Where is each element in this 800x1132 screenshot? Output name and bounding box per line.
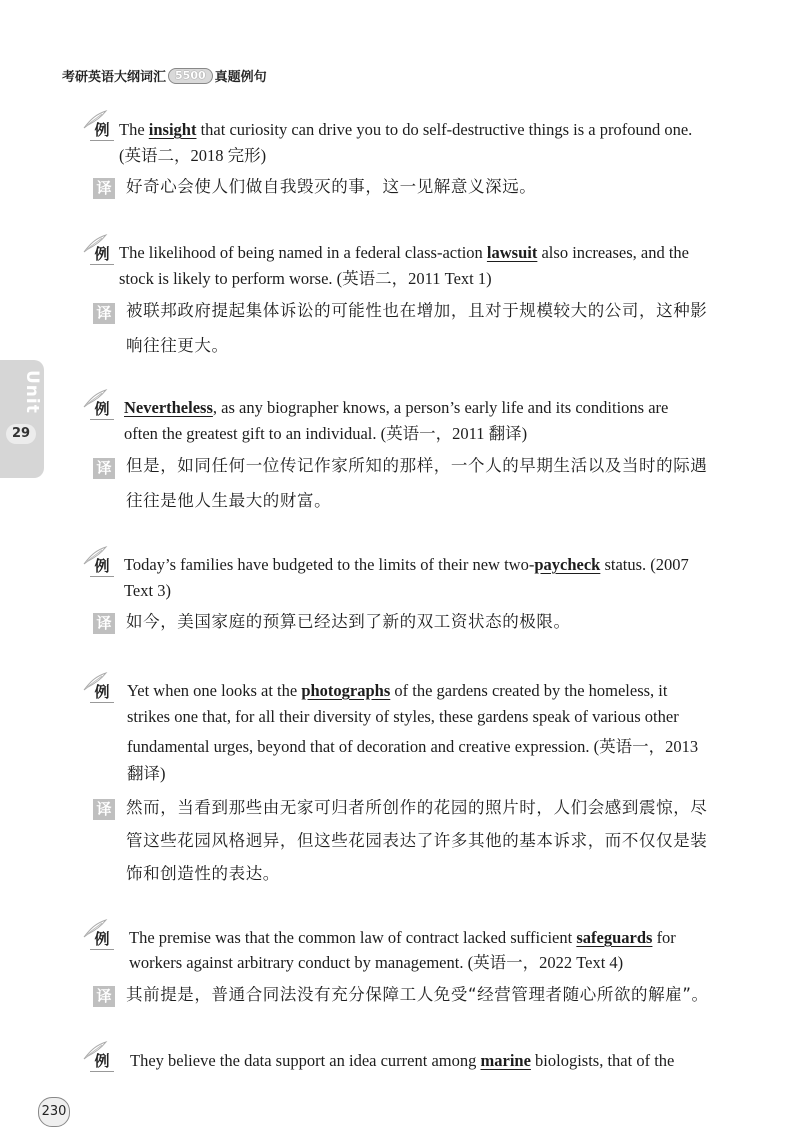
sentence-text: Yet when one looks at the xyxy=(127,681,302,700)
example-sentence-line xyxy=(119,146,266,166)
page-number: 230 xyxy=(38,1097,70,1127)
example-sentence-line xyxy=(127,707,679,727)
sentence-text: They believe the data support an idea current among xyxy=(130,1051,481,1070)
unit-label: Unit xyxy=(22,370,42,414)
sentence-text: The premise was that the common law of contract lacked sufficient xyxy=(129,928,577,947)
unit-number: 29 xyxy=(6,424,36,444)
example-glyph: 例 xyxy=(90,244,114,265)
sentence-text: , as any biographer knows, a person’s early life and its conditions are xyxy=(212,398,669,417)
example-icon xyxy=(90,244,116,266)
example-sentence-line xyxy=(124,581,171,601)
vocabulary-keyword: photographs xyxy=(301,681,391,700)
example-glyph: 例 xyxy=(90,556,114,577)
sentence-text: often the greatest gift to an individual. (英语一，2011 翻译) xyxy=(124,424,528,443)
sentence-text: strikes one that, for all their diversity of styles, these gardens speak of various other xyxy=(127,707,679,726)
translation-icon: 译 xyxy=(93,986,115,1007)
translation-line: 但是，如同任何一位传记作家所知的那样，一个人的早期生活以及当时的际遇 xyxy=(126,456,708,475)
translation-icon: 译 xyxy=(93,458,115,479)
sentence-text: workers against arbitrary conduct by management. (英语一，2022 Text 4) xyxy=(129,953,624,972)
translation-line: 然而，当看到那些由无家可归者所创作的花园的照片时，人们会感到震惊，尽 xyxy=(126,798,708,817)
example-sentence-line xyxy=(119,269,492,289)
example-icon xyxy=(90,399,116,421)
example-icon xyxy=(90,1051,116,1073)
example-sentence-line xyxy=(130,1051,674,1071)
example-sentence-line xyxy=(127,764,166,784)
example-icon xyxy=(90,120,116,142)
header-badge: 5500 xyxy=(168,68,213,84)
vocabulary-keyword: Nevertheless xyxy=(124,398,213,417)
example-icon xyxy=(90,556,116,578)
sentence-text: 翻译) xyxy=(127,764,166,783)
example-glyph: 例 xyxy=(90,929,114,950)
example-sentence-line xyxy=(124,398,668,418)
translation-line: 被联邦政府提起集体诉讼的可能性也在增加，且对于规模较大的公司，这种影 xyxy=(126,301,708,320)
example-glyph: 例 xyxy=(90,1051,114,1072)
sentence-text: Text 3) xyxy=(124,581,171,600)
vocabulary-keyword: lawsuit xyxy=(486,243,538,262)
translation-line: 响往往更大。 xyxy=(126,336,229,355)
example-sentence-line xyxy=(127,681,667,701)
sentence-text: status. (2007 xyxy=(600,555,689,574)
example-icon xyxy=(90,682,116,704)
example-sentence-line xyxy=(129,928,676,948)
vocabulary-keyword: insight xyxy=(148,120,197,139)
translation-line: 管这些花园风格迥异，但这些花园表达了许多其他的基本诉求，而不仅仅是装 xyxy=(126,831,708,850)
example-sentence-line xyxy=(127,737,698,757)
example-glyph: 例 xyxy=(90,120,114,141)
vocabulary-keyword: paycheck xyxy=(534,555,601,574)
header-title-prefix: 考研英语大纲词汇 xyxy=(62,70,167,85)
example-sentence-line xyxy=(124,424,527,444)
translation-icon: 译 xyxy=(93,799,115,820)
vocabulary-keyword: safeguards xyxy=(576,928,653,947)
translation-icon: 译 xyxy=(93,303,115,324)
translation-icon: 译 xyxy=(93,178,115,199)
translation-line: 好奇心会使人们做自我毁灭的事，这一见解意义深远。 xyxy=(126,177,537,196)
example-glyph: 例 xyxy=(90,399,114,420)
translation-line: 如今，美国家庭的预算已经达到了新的双工资状态的极限。 xyxy=(126,612,571,631)
vocabulary-keyword: marine xyxy=(480,1051,531,1070)
sentence-text: stock is likely to perform worse. (英语二，2011 Text 1) xyxy=(119,269,492,288)
sentence-text: The likelihood of being named in a federal class-action xyxy=(119,243,487,262)
example-sentence-line xyxy=(119,120,692,140)
sentence-text: biologists, that of the xyxy=(530,1051,675,1070)
example-glyph: 例 xyxy=(90,682,114,703)
sentence-text: also increases, and the xyxy=(537,243,690,262)
sentence-text: Today’s families have budgeted to the limits of their new two- xyxy=(124,555,535,574)
example-sentence-line xyxy=(119,243,689,263)
example-sentence-line xyxy=(124,555,689,575)
translation-line: 往往是他人生最大的财富。 xyxy=(126,491,332,510)
sentence-text: The xyxy=(119,120,149,139)
example-sentence-line xyxy=(129,953,623,973)
sentence-text: for xyxy=(652,928,676,947)
translation-line: 其前提是，普通合同法没有充分保障工人免受“经营管理者随心所欲的解雇”。 xyxy=(126,985,709,1004)
sentence-text: fundamental urges, beyond that of decoration and creative expression. (英语一，2013 xyxy=(127,737,699,756)
sentence-text: (英语二，2018 完形) xyxy=(119,146,267,165)
sentence-text: of the gardens created by the homeless, it xyxy=(390,681,668,700)
example-icon xyxy=(90,929,116,951)
translation-line: 饰和创造性的表达。 xyxy=(126,864,280,883)
sentence-text: that curiosity can drive you to do self-destructive things is a profound one. xyxy=(196,120,693,139)
header-title-suffix: 真题例句 xyxy=(214,70,267,85)
translation-icon: 译 xyxy=(93,613,115,634)
running-header xyxy=(62,66,267,85)
